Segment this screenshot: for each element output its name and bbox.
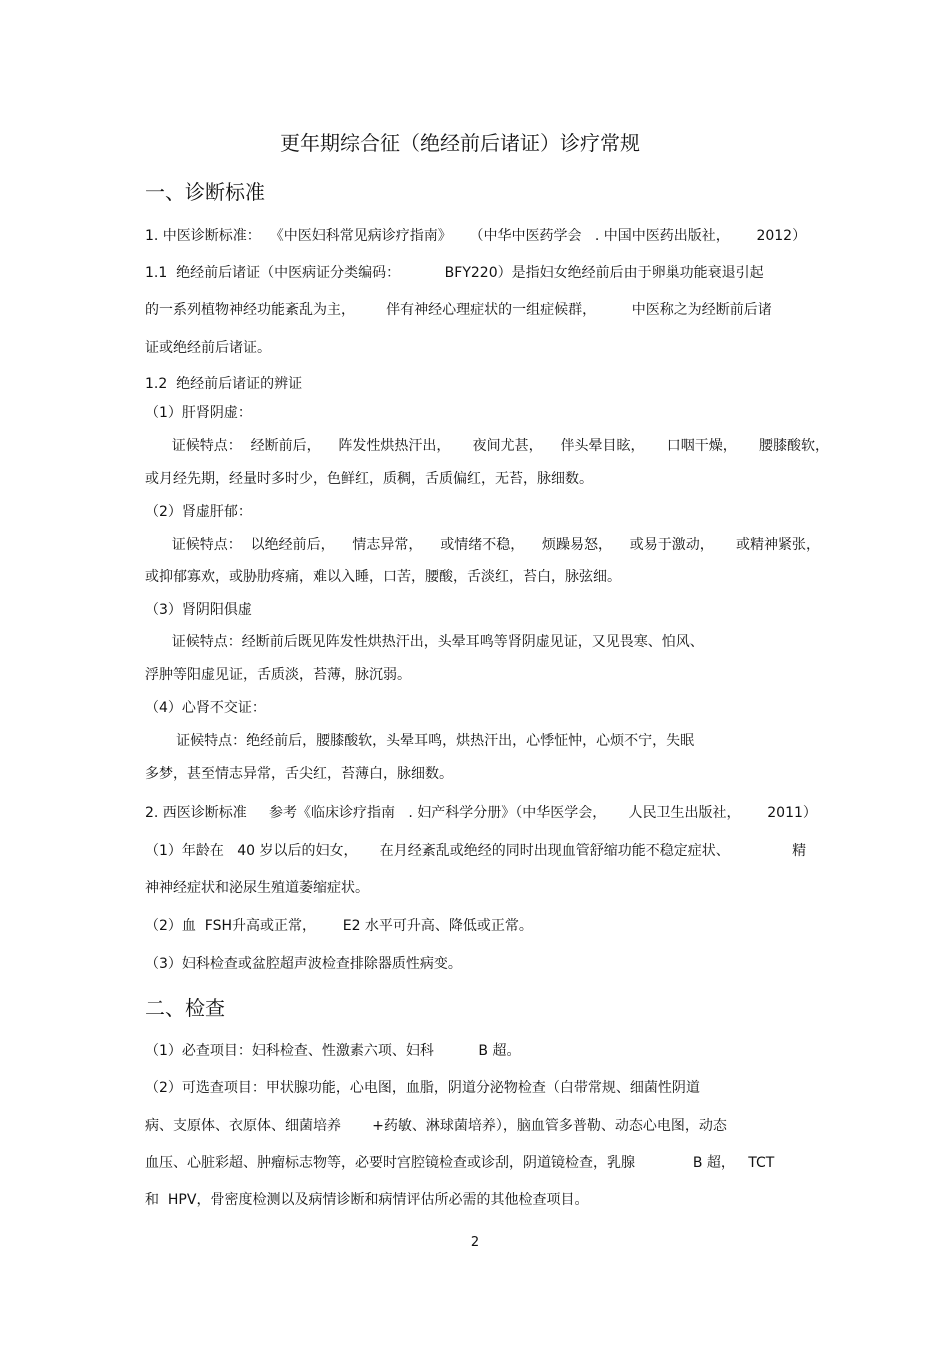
paragraph-line: 多梦，甚至情志异常，舌尖红，苔薄白，脉细数。 [145,766,453,782]
paragraph-line: 1. 中医诊断标准： 《中医妇科常见病诊疗指南》 （中华中医药学会 . 中国中医药出版社， 2012） [145,228,807,244]
document-title: 更年期综合征（绝经前后诸证）诊疗常规 [280,131,640,155]
paragraph-line: 血压、心脏彩超、肿瘤标志物等，必要时宫腔镜检查或诊刮，阴道镜检查，乳腺 B 超， TCT [145,1155,775,1171]
paragraph-line: （2）肾虚肝郁： [145,504,252,520]
paragraph-line: 证候特点：绝经前后，腰膝酸软，头晕耳鸣，烘热汗出，心悸怔忡，心烦不宁，失眠 [145,733,695,749]
paragraph-line: （1）肝肾阴虚： [145,405,252,421]
paragraph-line: 证候特点： 经断前后， 阵发性烘热汗出， 夜间尤甚， 伴头晕目眩， 口咽干燥， 腰膝酸软， [145,438,829,454]
paragraph-line: 和 HPV，骨密度检测以及病情诊断和病情评估所必需的其他检查项目。 [145,1192,589,1208]
paragraph-line: 的一系列植物神经功能紊乱为主， 伴有神经心理症状的一组症候群， 中医称之为经断前后诸 [145,302,772,318]
paragraph-line: 或抑郁寡欢，或胁肋疼痛，难以入睡，口苦，腰酸，舌淡红，苔白，脉弦细。 [145,569,621,585]
paragraph-line: 证或绝经前后诸证。 [145,340,271,356]
paragraph-line: 证候特点： 以绝经前后， 情志异常， 或情绪不稳， 烦躁易怒， 或易于激动， 或精神紧张， [145,537,821,553]
paragraph-line: 2. 西医诊断标准 参考《临床诊疗指南 . 妇产科学分册》（中华医学会， 人民卫生出版社， 2011） [145,805,817,821]
page-number: 2 [470,1235,480,1250]
paragraph-line: 1.1 绝经前后诸证（中医病证分类编码： BFY220）是指妇女绝经前后由于卵巢功能衰退引起 [145,265,764,281]
paragraph-line: （4）心肾不交证： [145,700,266,716]
section-heading-examination: 二、检查 [145,996,225,1020]
paragraph-line: 1.2 绝经前后诸证的辨证 [145,376,303,392]
paragraph-line: （1）年龄在 40 岁以后的妇女， 在月经紊乱或绝经的同时出现血管舒缩功能不稳定症状、 精 [145,843,807,859]
paragraph-line: 证候特点：经断前后既见阵发性烘热汗出，头晕耳鸣等肾阴虚见证，又见畏寒、怕风、 [145,634,704,650]
section-heading-diagnosis: 一、诊断标准 [145,180,265,204]
paragraph-line: （1）必查项目：妇科检查、性激素六项、妇科 B 超。 [145,1043,521,1059]
paragraph-line: （3）妇科检查或盆腔超声波检查排除器质性病变。 [145,956,462,972]
paragraph-line: 浮肿等阳虚见证，舌质淡，苔薄，脉沉弱。 [145,667,411,683]
paragraph-line: 神神经症状和泌尿生殖道萎缩症状。 [145,880,369,896]
paragraph-line: （3）肾阴阳俱虚 [145,602,252,618]
paragraph-line: （2）血 FSH升高或正常， E2 水平可升高、降低或正常。 [145,918,533,934]
paragraph-line: 或月经先期，经量时多时少，色鲜红，质稠，舌质偏红，无苔，脉细数。 [145,471,593,487]
paragraph-line: （2）可选查项目：甲状腺功能，心电图，血脂，阴道分泌物检查（白带常规、细菌性阴道 [145,1080,700,1096]
paragraph-line: 病、支原体、衣原体、细菌培养 +药敏、淋球菌培养），脑血管多普勒、动态心电图，动态 [145,1118,727,1134]
